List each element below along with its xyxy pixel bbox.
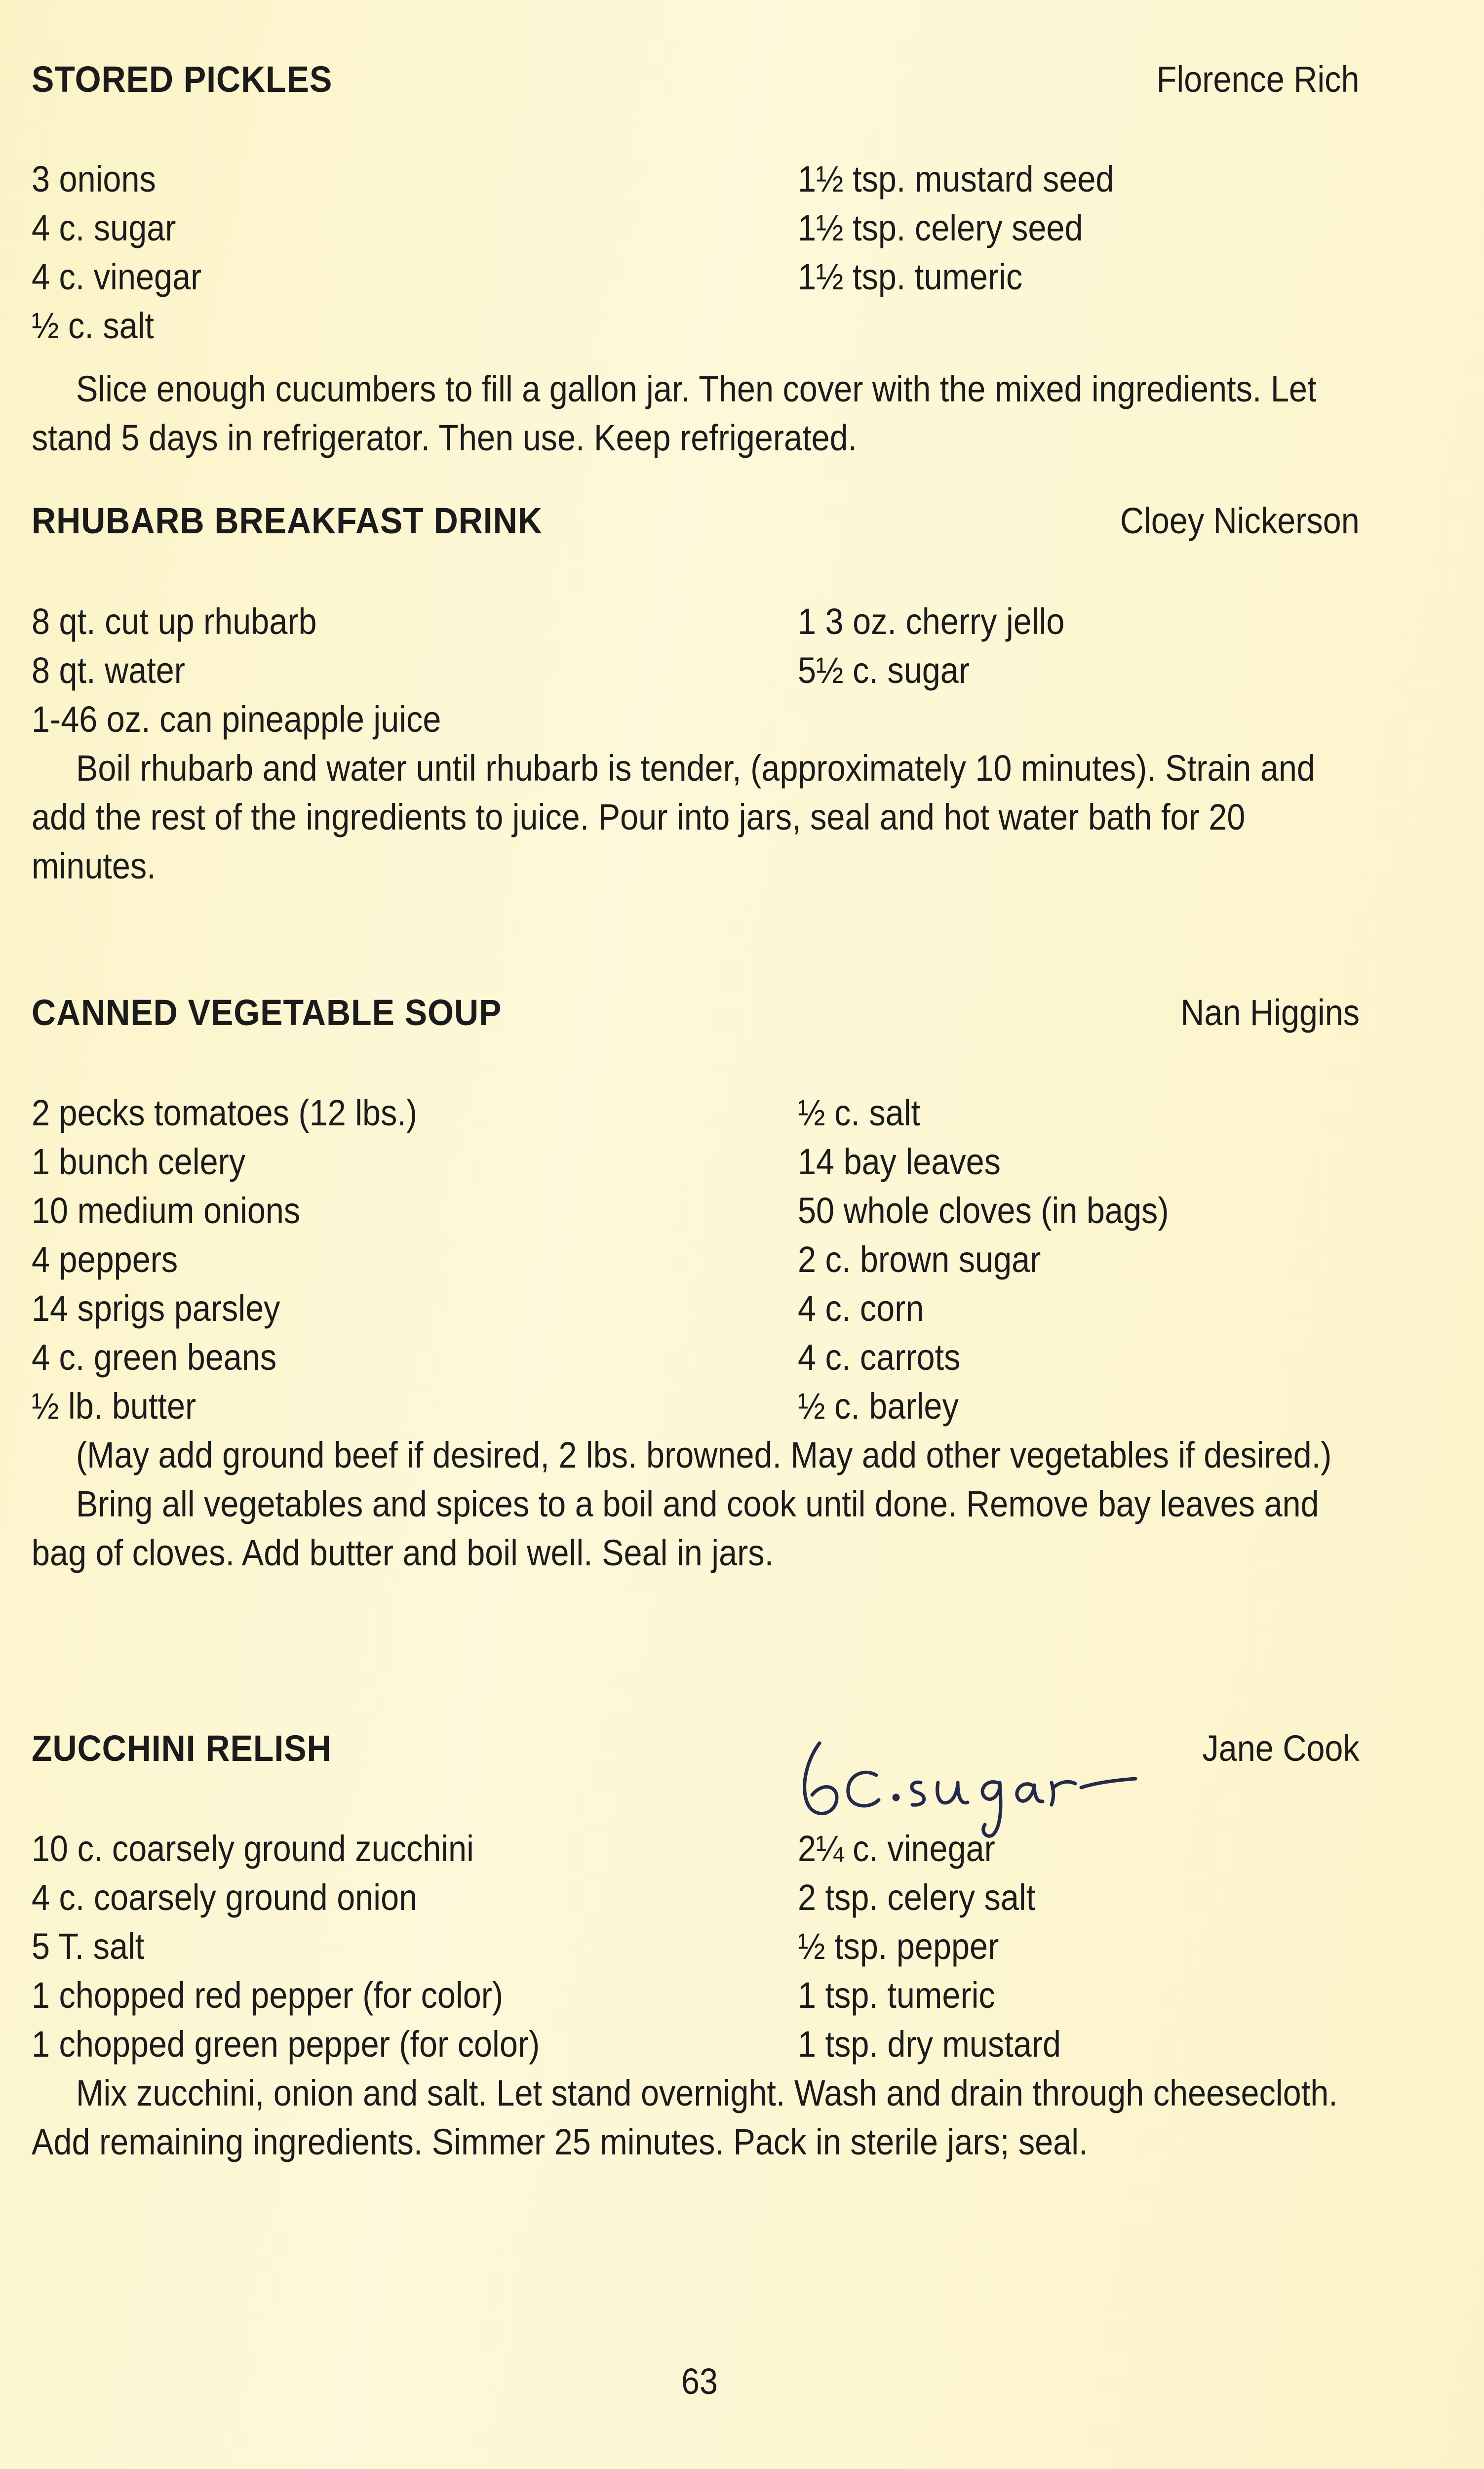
ingredient: ½ lb. butter bbox=[32, 1386, 196, 1427]
direction-paragraph: Boil rhubarb and water until rhubarb is tender, (approximately 10 minutes). Strain and add the rest of the ingredients to juice. Pour into jars, seal and hot water bath for 20 minutes. bbox=[32, 748, 1315, 886]
direction-paragraph: Mix zucchini, onion and salt. Let stand overnight. Wash and drain through cheesecloth. Add remaining ingredients. Simmer 25 minutes. Pack in sterile jars; seal. bbox=[32, 2072, 1338, 2162]
directions bbox=[32, 744, 1351, 890]
ingredient: 2 tsp. celery salt bbox=[798, 1877, 1036, 1918]
recipe-author: Nan Higgins bbox=[1180, 992, 1360, 1033]
ingredient: ½ c. salt bbox=[798, 1092, 921, 1133]
handwritten-note-drawing bbox=[790, 1733, 1145, 1842]
ingredients-right bbox=[798, 155, 1114, 301]
ingredient: 1 chopped red pepper (for color) bbox=[32, 1975, 504, 2016]
page-number: 63 bbox=[681, 2361, 718, 2402]
ingredients-right bbox=[798, 1088, 1169, 1431]
ingredient: 5½ c. sugar bbox=[798, 650, 970, 691]
ingredient: 14 sprigs parsley bbox=[32, 1288, 280, 1329]
ingredient: 1½ tsp. tumeric bbox=[798, 256, 1023, 297]
direction-paragraph: Slice enough cucumbers to fill a gallon jar. Then cover with the mixed ingredients. Let stand 5 days in refrigerator. Then use. Keep refrigerated. bbox=[32, 368, 1317, 458]
ingredient: 1 chopped green pepper (for color) bbox=[32, 2024, 540, 2065]
ingredient: 1½ tsp. mustard seed bbox=[798, 159, 1114, 199]
directions bbox=[32, 2069, 1351, 2166]
ingredient: 14 bay leaves bbox=[798, 1141, 1001, 1182]
ingredient: ½ c. salt bbox=[32, 305, 155, 346]
ingredient: 4 c. corn bbox=[798, 1288, 924, 1329]
ingredient: 8 qt. cut up rhubarb bbox=[32, 601, 317, 642]
recipe-title: CANNED VEGETABLE SOUP bbox=[32, 992, 502, 1033]
recipe-author: Florence Rich bbox=[1157, 59, 1360, 100]
ingredient: 2 c. brown sugar bbox=[798, 1239, 1041, 1280]
ingredient: 10 c. coarsely ground zucchini bbox=[32, 1828, 474, 1869]
ingredient: 1½ tsp. celery seed bbox=[798, 207, 1083, 248]
ingredient: 5 T. salt bbox=[32, 1926, 145, 1967]
ingredient: 1 tsp. tumeric bbox=[798, 1975, 995, 2016]
recipe-title: ZUCCHINI RELISH bbox=[32, 1728, 332, 1769]
ingredient: 4 c. carrots bbox=[798, 1337, 961, 1378]
handwritten-note bbox=[790, 1733, 1145, 1844]
directions bbox=[32, 364, 1351, 462]
ingredients-right bbox=[798, 1824, 1061, 2069]
recipe-author: Jane Cook bbox=[1202, 1728, 1360, 1769]
ingredient: ½ c. barley bbox=[798, 1386, 959, 1427]
ingredients-left bbox=[32, 597, 441, 744]
ingredient: 50 whole cloves (in bags) bbox=[798, 1190, 1169, 1231]
recipe-author: Cloey Nickerson bbox=[1120, 500, 1360, 541]
ingredient: 1 3 oz. cherry jello bbox=[798, 601, 1065, 642]
recipe-title: STORED PICKLES bbox=[32, 59, 333, 100]
recipe-title: RHUBARB BREAKFAST DRINK bbox=[32, 500, 543, 541]
ingredient: 4 peppers bbox=[32, 1239, 178, 1280]
ingredients-left bbox=[32, 1824, 540, 2069]
ingredient: 4 c. vinegar bbox=[32, 256, 202, 297]
ingredient: 1 bunch celery bbox=[32, 1141, 246, 1182]
ingredient: 4 c. green beans bbox=[32, 1337, 277, 1378]
ingredients-left bbox=[32, 1088, 417, 1431]
ingredient: 1-46 oz. can pineapple juice bbox=[32, 699, 441, 740]
directions bbox=[32, 1431, 1351, 1577]
ingredient: 2 pecks tomatoes (12 lbs.) bbox=[32, 1092, 418, 1133]
ingredient: ½ tsp. pepper bbox=[798, 1926, 999, 1967]
ingredient: 10 medium onions bbox=[32, 1190, 301, 1231]
direction-paragraph: Bring all vegetables and spices to a boil and cook until done. Remove bay leaves and bag of cloves. Add butter and boil well. Seal in jars. bbox=[32, 1483, 1319, 1573]
ingredients-left bbox=[32, 155, 201, 350]
ingredient: 4 c. coarsely ground onion bbox=[32, 1877, 418, 1918]
ingredient: 3 onions bbox=[32, 159, 156, 199]
ingredient: 1 tsp. dry mustard bbox=[798, 2024, 1061, 2065]
ingredients-right bbox=[798, 597, 1064, 695]
ingredient: 8 qt. water bbox=[32, 650, 185, 691]
ingredient: 4 c. sugar bbox=[32, 207, 176, 248]
ingredient: 2¼ c. vinegar bbox=[798, 1828, 995, 1869]
direction-paragraph: (May add ground beef if desired, 2 lbs. browned. May add other vegetables if desired.) bbox=[76, 1434, 1332, 1475]
